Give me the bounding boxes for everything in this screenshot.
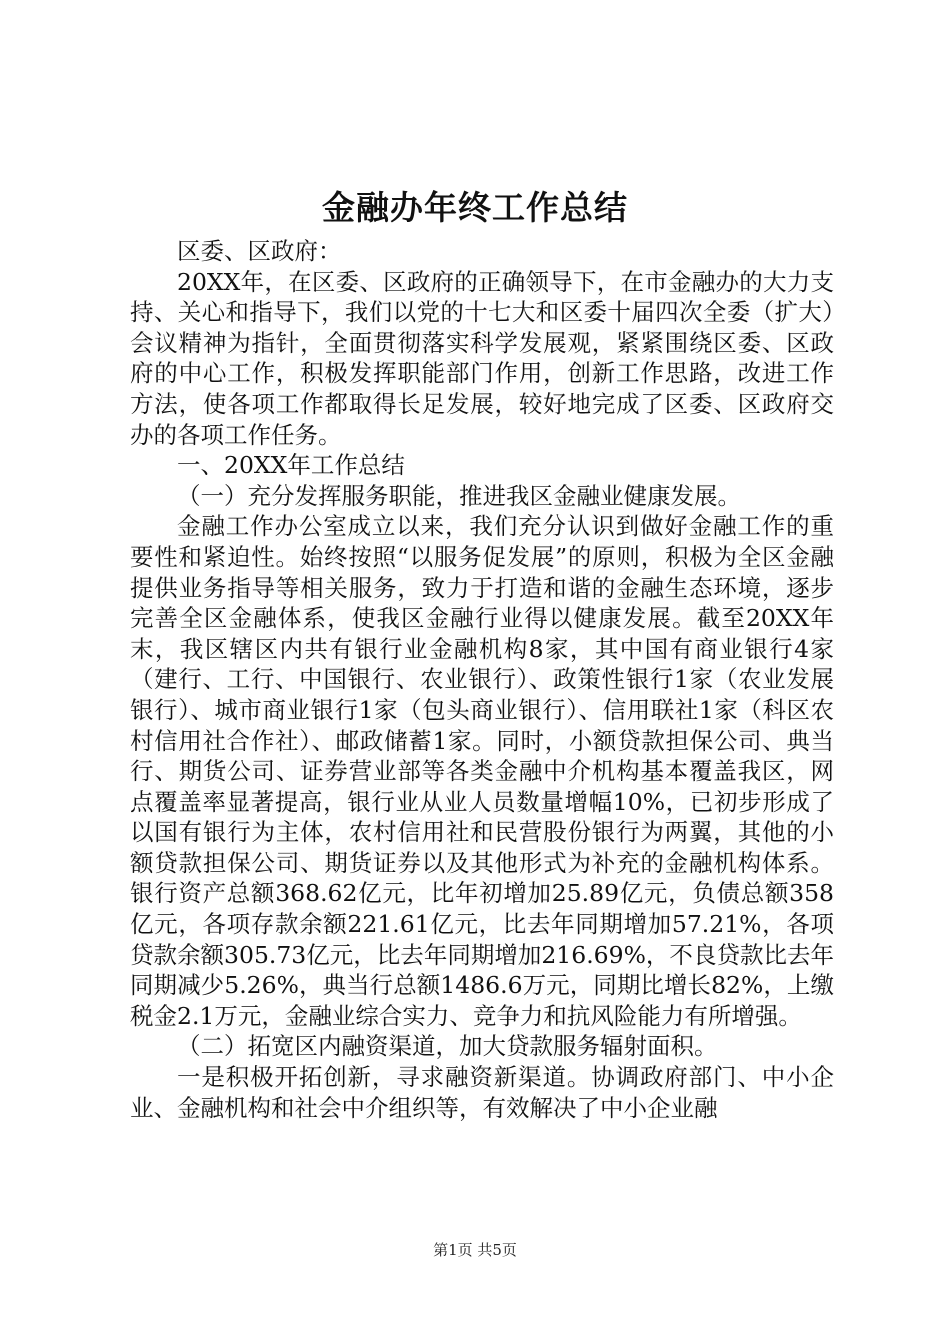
body-paragraph-financing: 一是积极开拓创新，寻求融资新渠道。协调政府部门、中小企业、金融机构和社会中介组织等，有效解决了中小企业融 <box>130 1063 834 1122</box>
subsection-heading-2: （二）拓宽区内融资渠道，加大贷款服务辐射面积。 <box>177 1032 718 1061</box>
document-body <box>130 236 834 1123</box>
body-paragraph-finance: 金融工作办公室成立以来，我们充分认识到做好金融工作的重要性和紧迫性。始终按照“以服务促发展”的原则，积极为全区金融提供业务指导等相关服务，致力于打造和谐的金融生态环境，逐步完善全区金融体系，使我区金融行业得以健康发展。截至20XX年末，我区辖区内共有银行业金融机构8家，其中国有商业银行4家（建行、工行、中国银行、农业银行）、政策性银行1家（农业发展银行）、城市商业银行1家（包头商业银行）、信用联社1家（科区农村信用社合作社）、邮政储蓄1家。同时，小额贷款担保公司、典当行、期货公司、证券营业部等各类金融中介机构基本覆盖我区，网点覆盖率显著提高，银行业从业人员数量增幅10%，已初步形成了以国有银行为主体，农村信用社和民营股份银行为两翼，其他的小额贷款担保公司、期货证券以及其他形式为补充的金融机构体系。银行资产总额368.62亿元，比年初增加25.89亿元，负债总额358亿元，各项存款余额221.61亿元，比去年同期增加57.21%，各项贷款余额305.73亿元，比去年同期增加216.69%，不良贷款比去年同期减少5.26%，典当行总额1486.6万元，同期比增长82%，上缴税金2.1万元，金融业综合实力、竞争力和抗风险能力有所增强。 <box>130 512 834 1030</box>
page-number-footer: 第1页 共5页 <box>433 1241 517 1259</box>
subsection-heading-1: （一）充分发挥服务职能，推进我区金融业健康发展。 <box>177 481 741 510</box>
document-title: 金融办年终工作总结 <box>322 188 628 227</box>
intro-paragraph: 20XX年，在区委、区政府的正确领导下，在市金融办的大力支持、关心和指导下，我们以党的十七大和区委十届四次全委（扩大）会议精神为指针，全面贯彻落实科学发展观，紧紧围绕区委、区政府的中心工作，积极发挥职能部门作用，创新工作思路，改进工作方法，使各项工作都取得长足发展，较好地完成了区委、区政府交办的各项工作任务。 <box>130 267 834 449</box>
salutation: 区委、区政府： <box>177 237 342 265</box>
section-heading-1: 一、20XX年工作总结 <box>177 451 405 480</box>
